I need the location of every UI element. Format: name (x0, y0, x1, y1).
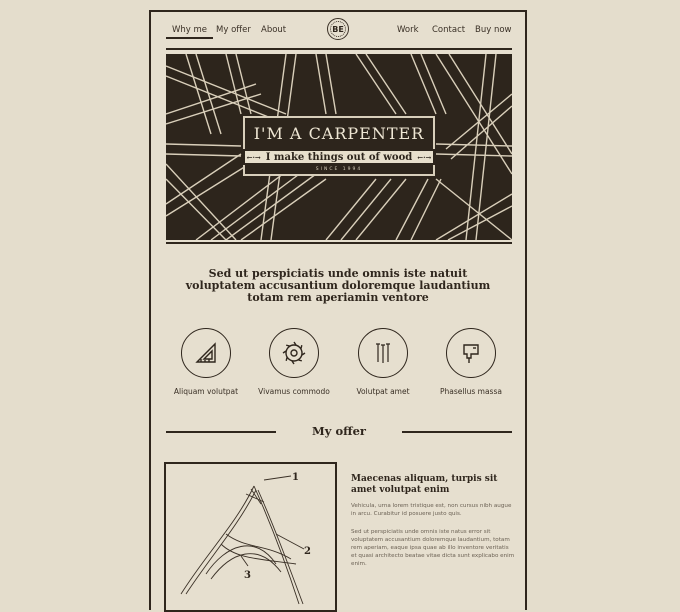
hero-since: SINCE 1994 (315, 167, 363, 172)
hero-subtitle-band (243, 149, 435, 165)
feature-item (249, 328, 339, 396)
nav-work[interactable]: Work (397, 25, 419, 35)
roof-truss-drawing (164, 462, 337, 612)
feature-item (161, 328, 251, 396)
section-line-right (402, 431, 512, 433)
feature-item (426, 328, 516, 396)
hero-banner (166, 54, 512, 240)
nav-buy-now[interactable]: Buy now (475, 25, 512, 35)
offer-paragraph-2: Sed ut perspiciatis unde omnis iste natus error sit voluptatem accusantium doloremque laudantium, totam rem aperiam, eaque ipsa quae ab illo inventore veritatis et quasi architecto beatae vitae dicta sunt explicabo enim enim. (351, 529, 515, 567)
offer-paragraph-1: Vehicula, urna lorem tristique est, non cursus nibh augue in arcu. Curabitur id posuere justo quis. (351, 503, 512, 517)
hero-title: I'M A CARPENTER (253, 124, 425, 143)
hero-bottom-rule (166, 242, 512, 244)
intro-headline: Sed ut perspiciatis unde omnis iste natuit voluptatem accusantium doloremque laudantium totam rem aperiamin ventore (185, 267, 491, 304)
saw-blade-icon (269, 328, 319, 378)
hero-badge (243, 116, 435, 176)
set-square-icon (181, 328, 231, 378)
feature-label: Aliquam volutpat (173, 387, 239, 396)
section-title: My offer (312, 424, 366, 438)
feature-item (338, 328, 428, 396)
logo[interactable] (327, 18, 349, 40)
feature-label: Phasellus massa (440, 387, 502, 396)
jigsaw-icon (446, 328, 496, 378)
hero-subtitle: I make things out of wood (265, 151, 413, 163)
feature-label: Vivamus commodo (258, 387, 330, 396)
logo-text: BE (332, 24, 344, 34)
arrow-left-icon: ←·→ (246, 152, 261, 162)
nav-about[interactable]: About (261, 25, 287, 35)
offer-title: Maecenas aliquam, turpis sit amet volutpat enim (351, 474, 498, 495)
diagram-label-3: 3 (244, 570, 251, 581)
diagram-label-1: 1 (292, 472, 299, 483)
nav-my-offer[interactable]: My offer (216, 25, 251, 35)
nails-icon (358, 328, 408, 378)
nav-why-me[interactable]: Why me (166, 25, 213, 39)
nav-contact[interactable]: Contact (432, 25, 466, 35)
diagram-label-2: 2 (304, 546, 311, 557)
hero-top-rule (166, 48, 512, 50)
arrow-right-icon: ←·→ (417, 152, 432, 162)
feature-label: Volutpat amet (356, 387, 410, 396)
